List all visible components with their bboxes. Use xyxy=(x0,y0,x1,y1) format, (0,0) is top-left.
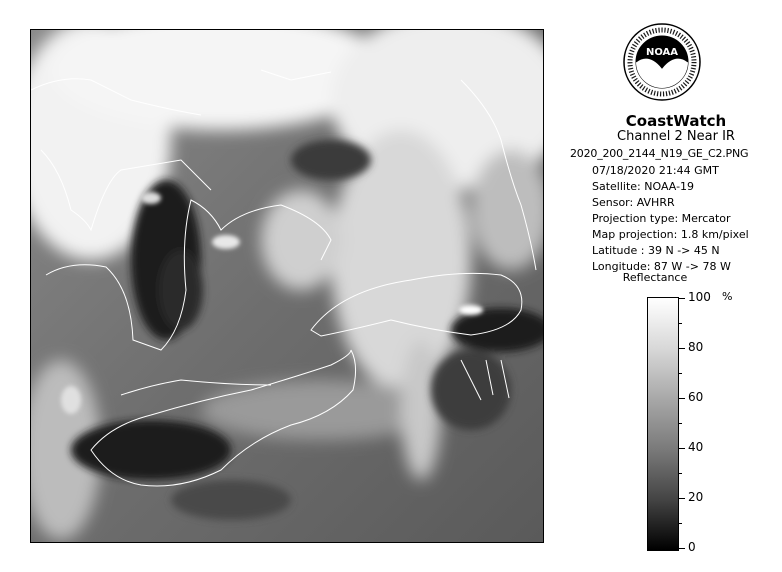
colorbar-tick xyxy=(679,323,682,324)
colorbar-tick xyxy=(679,473,682,474)
colorbar-label: 20 xyxy=(688,490,704,504)
product-latitude: Latitude : 39 N -> 45 N xyxy=(592,244,720,257)
colorbar-label: 40 xyxy=(688,440,704,454)
product-satellite: Satellite: NOAA-19 xyxy=(592,180,695,193)
colorbar-title: Reflectance xyxy=(622,271,688,284)
colorbar-label: 60 xyxy=(688,390,704,404)
colorbar-tick xyxy=(679,398,685,399)
colorbar xyxy=(647,297,679,551)
colorbar-tick xyxy=(679,348,685,349)
satellite-image-svg xyxy=(31,30,543,542)
product-projection-type: Projection type: Mercator xyxy=(592,212,731,225)
product-title: CoastWatch xyxy=(625,112,727,130)
noaa-logo xyxy=(622,22,702,102)
satellite-image xyxy=(30,29,544,543)
colorbar-tick xyxy=(679,298,685,299)
colorbar-tick xyxy=(679,498,685,499)
colorbar-label: 80 xyxy=(688,340,704,354)
product-filename: 2020_200_2144_N19_GE_C2.PNG xyxy=(570,147,749,160)
colorbar-tick xyxy=(679,373,682,374)
colorbar-label: 0 xyxy=(688,540,696,554)
colorbar-unit: % xyxy=(722,290,733,303)
product-map-projection: Map projection: 1.8 km/pixel xyxy=(592,228,749,241)
noaa-logo-svg xyxy=(622,22,702,102)
colorbar-label: 100 xyxy=(688,290,711,304)
noaa-logo-text: NOAA xyxy=(645,47,679,58)
colorbar-tick xyxy=(679,423,682,424)
product-datetime: 07/18/2020 21:44 GMT xyxy=(592,164,719,177)
product-longitude: Longitude: 87 W -> 78 W xyxy=(592,260,731,273)
colorbar-tick xyxy=(679,548,685,549)
colorbar-tick xyxy=(679,523,682,524)
product-sensor: Sensor: AVHRR xyxy=(592,196,675,209)
colorbar-tick xyxy=(679,448,685,449)
product-channel: Channel 2 Near IR xyxy=(617,129,735,144)
